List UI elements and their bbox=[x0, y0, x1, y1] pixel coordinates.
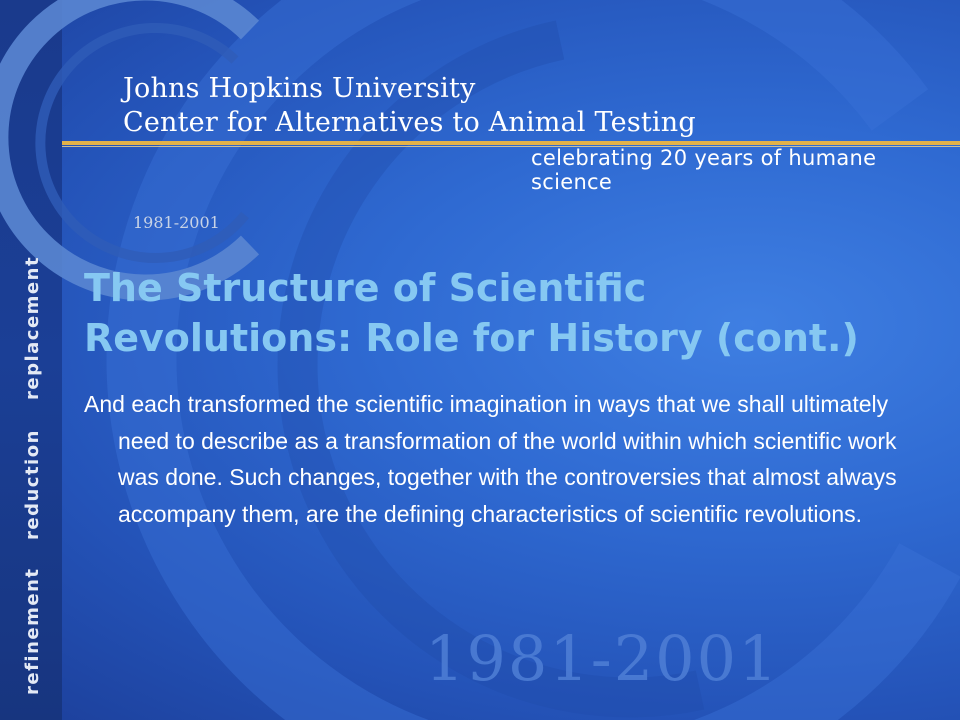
institution-header bbox=[123, 73, 696, 139]
side-word-refinement: refinement bbox=[22, 567, 43, 695]
university-name: Johns Hopkins University bbox=[123, 73, 476, 104]
slide-title-line-2: Revolutions: Role for History (cont.) bbox=[84, 316, 859, 360]
slide-body-text: And each transformed the scientific imagination in ways that we shall ultimately need to describe as a transformation of the world within which scientific work was done. Such changes, together with the controversies that almost always accompany them, are the defining characteristics of scientific revolutions. bbox=[84, 391, 897, 528]
center-name: Center for Alternatives to Animal Testing bbox=[123, 107, 696, 138]
side-word-replacement: replacement bbox=[22, 255, 43, 400]
slide-title bbox=[84, 263, 934, 363]
logo-years: 1981-2001 bbox=[133, 213, 220, 232]
slide-title-line-1: The Structure of Scientific bbox=[84, 266, 647, 310]
tagline: celebrating 20 years of humane science bbox=[531, 146, 877, 194]
watermark-years: 1981-2001 bbox=[425, 622, 780, 695]
side-word-reduction: reduction bbox=[22, 429, 43, 540]
gold-divider-line bbox=[62, 141, 960, 145]
